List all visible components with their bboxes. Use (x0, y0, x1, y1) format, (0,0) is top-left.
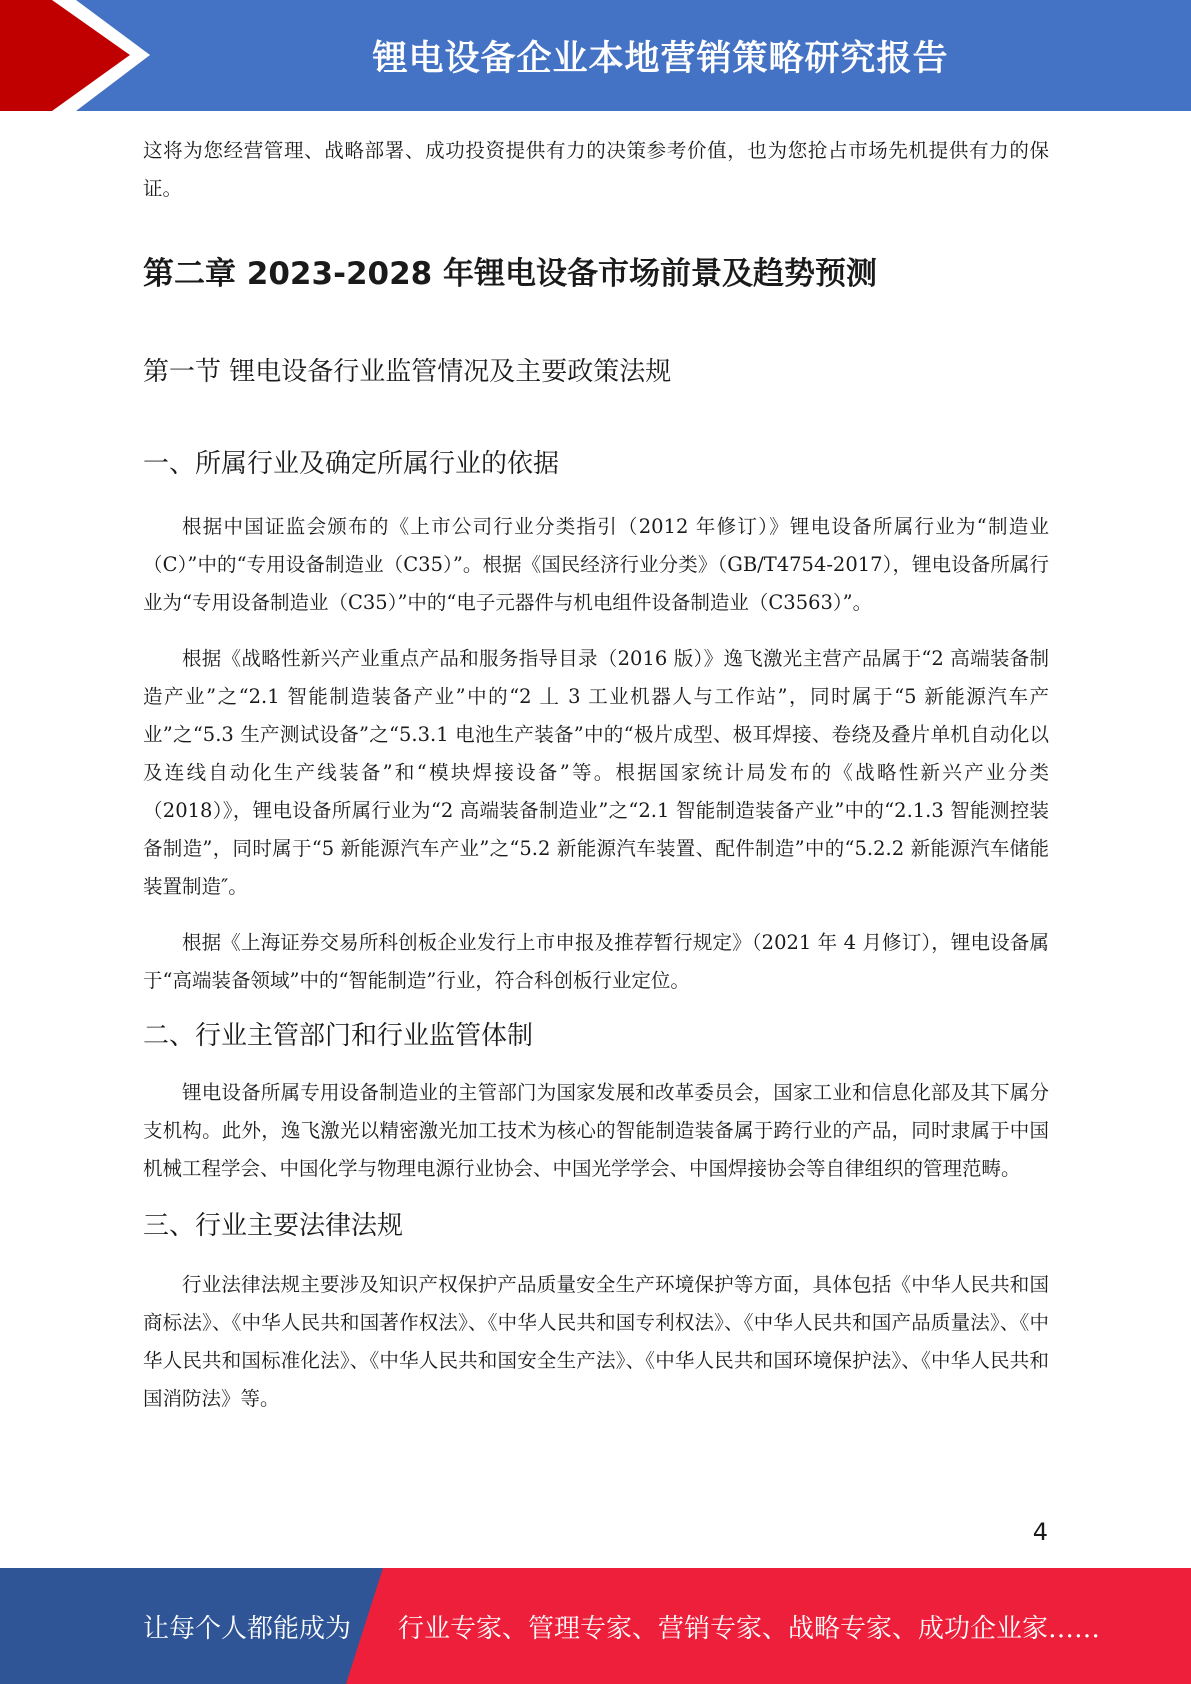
footer-slogan-left: 让每个人都能成为 (143, 1613, 352, 1644)
footer-slogan-right: 行业专家、管理专家、营销专家、战略专家、成功企业家…… (398, 1613, 1101, 1644)
chapter-title: 第二章 2023-2028 年锂电设备市场前景及趋势预测 (143, 256, 878, 292)
body-paragraph: 根据《战略性新兴产业重点产品和服务指导目录（2016 版）》逸飞激光主营产品属于“2 高端装备制造产业”之“2.1 智能制造装备产业”中的“2 丄 3 工业机器人与工作站”，同时属于“5 新能源汽车产业”之“5.3 生产测试设备”之“5.3.1 电池生产装备”中的“极片成型、极耳焊接、卷绕及叠片单机自动化以及连线自动化生产线装备”和“模块焊接设备”等。根据国家统计局发布的《战略性新兴产业分类（2018）》，锂电设备所属行业为“2 高端装备制造业”之“2.1 智能制造装备产业”中的“2.1.3 智能测控装备制造”，同时属于“5 新能源汽车产业”之“5.2 新能源汽车装置、配件制造”中的“5.2.2 新能源汽车储能装置制造″。 (143, 647, 1049, 898)
body-paragraph: 根据《上海证券交易所科创板企业发行上市申报及推荐暂行规定》（2021 年 4 月修订），锂电设备属于“高端装备领域”中的“智能制造”行业，符合科创板行业定位。 (143, 931, 1049, 992)
subsection-title-2: 二、行业主管部门和行业监管体制 (143, 1021, 534, 1051)
body-paragraph: 行业法律法规主要涉及知识产权保护产品质量安全生产环境保护等方面，具体包括《中华人民共和国商标法》、《中华人民共和国著作权法》、《中华人民共和国专利权法》、《中华人民共和国产品质量法》、《中华人民共和国标准化法》、《中华人民共和国安全生产法》、《中华人民共和国环境保护法》、《中华人民共和国消防法》等。 (143, 1273, 1049, 1410)
subsection-title-3: 三、行业主要法律法规 (143, 1211, 404, 1241)
subsection-title-1: 一、所属行业及确定所属行业的依据 (143, 449, 560, 479)
body-paragraph: 锂电设备所属专用设备制造业的主管部门为国家发展和改革委员会，国家工业和信息化部及其下属分支机构。此外，逸飞激光以精密激光加工技术为核心的智能制造装备属于跨行业的产品，同时隶属于中国机械工程学会、中国化学与物理电源行业协会、中国光学学会、中国焊接协会等自律组织的管理范畴。 (143, 1081, 1049, 1180)
report-title: 锂电设备企业本地营销策略研究报告 (372, 38, 949, 79)
page-footer (0, 1568, 1191, 1684)
page-header (0, 0, 1191, 111)
red-chevron-icon (0, 0, 150, 111)
page-number: 4 (1032, 1518, 1048, 1546)
body-paragraph: 根据中国证监会颁布的《上市公司行业分类指引（2012 年修订）》锂电设备所属行业为“制造业（C）”中的“专用设备制造业（C35）”。根据《国民经济行业分类》（GB/T4754-2017），锂电设备所属行业为“专用设备制造业（C35）”中的“电子元器件与机电组件设备制造业（C3563）”。 (143, 515, 1049, 614)
intro-paragraph: 这将为您经营管理、战略部署、成功投资提供有力的决策参考价值，也为您抢占市场先机提供有力的保证。 (143, 139, 1049, 200)
page-content (143, 132, 1049, 1418)
section-title: 第一节 锂电设备行业监管情况及主要政策法规 (143, 357, 672, 387)
